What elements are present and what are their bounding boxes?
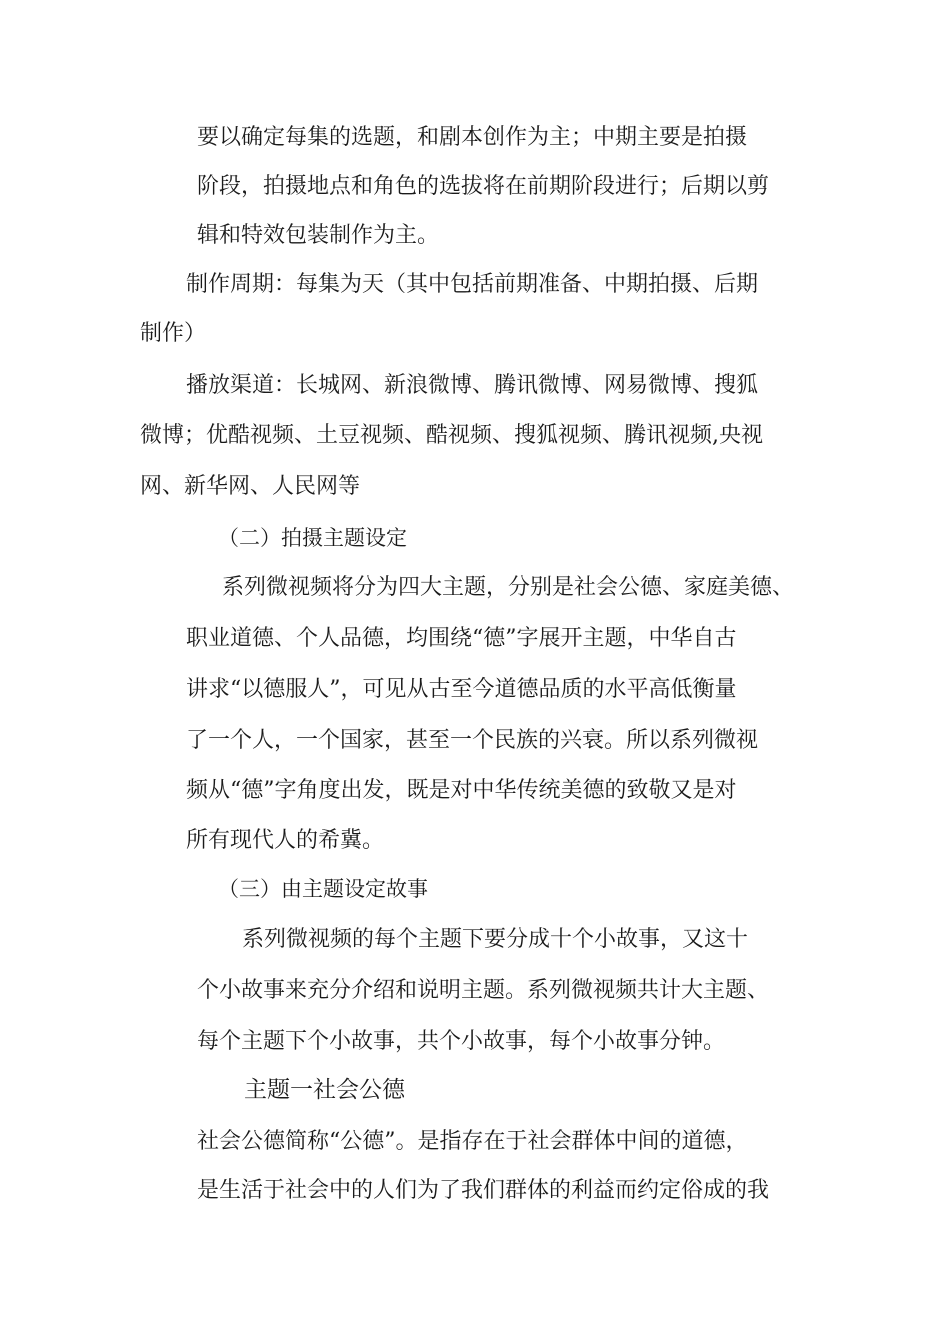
paragraph-line: 了一个人，一个国家，甚至一个民族的兴衰。所以系列微视 [186,728,759,753]
paragraph-line: 要以确定每集的选题，和剧本创作为主；中期主要是拍摄 [197,125,748,150]
paragraph-line: 辑和特效包装制作为主。 [197,223,440,248]
paragraph-line: 阶段，拍摄地点和角色的选拔将在前期阶段进行；后期以剪 [197,174,770,199]
paragraph-line: 职业道德、个人品德，均围绕“德”字展开主题，中华自古 [186,626,737,651]
section-heading: （三）由主题设定故事 [218,877,428,901]
paragraph-line: 微博；优酷视频、土豆视频、酷视频、搜狐视频、腾讯视频,央视 [140,423,763,448]
paragraph-line: 所有现代人的希冀。 [186,828,385,853]
paragraph-line: 每个主题下个小故事，共个小故事，每个小故事分钟。 [197,1029,726,1054]
paragraph-line: 讲求“以德服人”，可见从古至今道德品质的水平高低衡量 [186,677,737,702]
section-heading: （二）拍摄主题设定 [218,526,407,550]
paragraph-line: 频从“德”字角度出发，既是对中华传统美德的致敬又是对 [186,778,737,803]
paragraph-line: 系列微视频将分为四大主题，分别是社会公德、家庭美德、 [222,575,795,600]
paragraph-line: 是生活于社会中的人们为了我们群体的利益而约定俗成的我 [197,1178,770,1203]
paragraph-line: 制作周期：每集为天（其中包括前期准备、中期拍摄、后期 [186,272,759,297]
paragraph-line: 社会公德简称“公德”。是指存在于社会群体中间的道德， [197,1129,748,1154]
paragraph-line: 网、新华网、人民网等 [140,474,361,499]
paragraph-line: 播放渠道：长城网、新浪微博、腾讯微博、网易微博、搜狐 [186,373,759,398]
paragraph-line: 制作） [140,321,207,346]
subsection-heading: 主题一社会公德 [244,1077,405,1103]
paragraph-line: 个小故事来充分介绍和说明主题。系列微视频共计大主题、 [197,978,770,1003]
paragraph-line: 系列微视频的每个主题下要分成十个小故事，又这十 [242,927,749,952]
